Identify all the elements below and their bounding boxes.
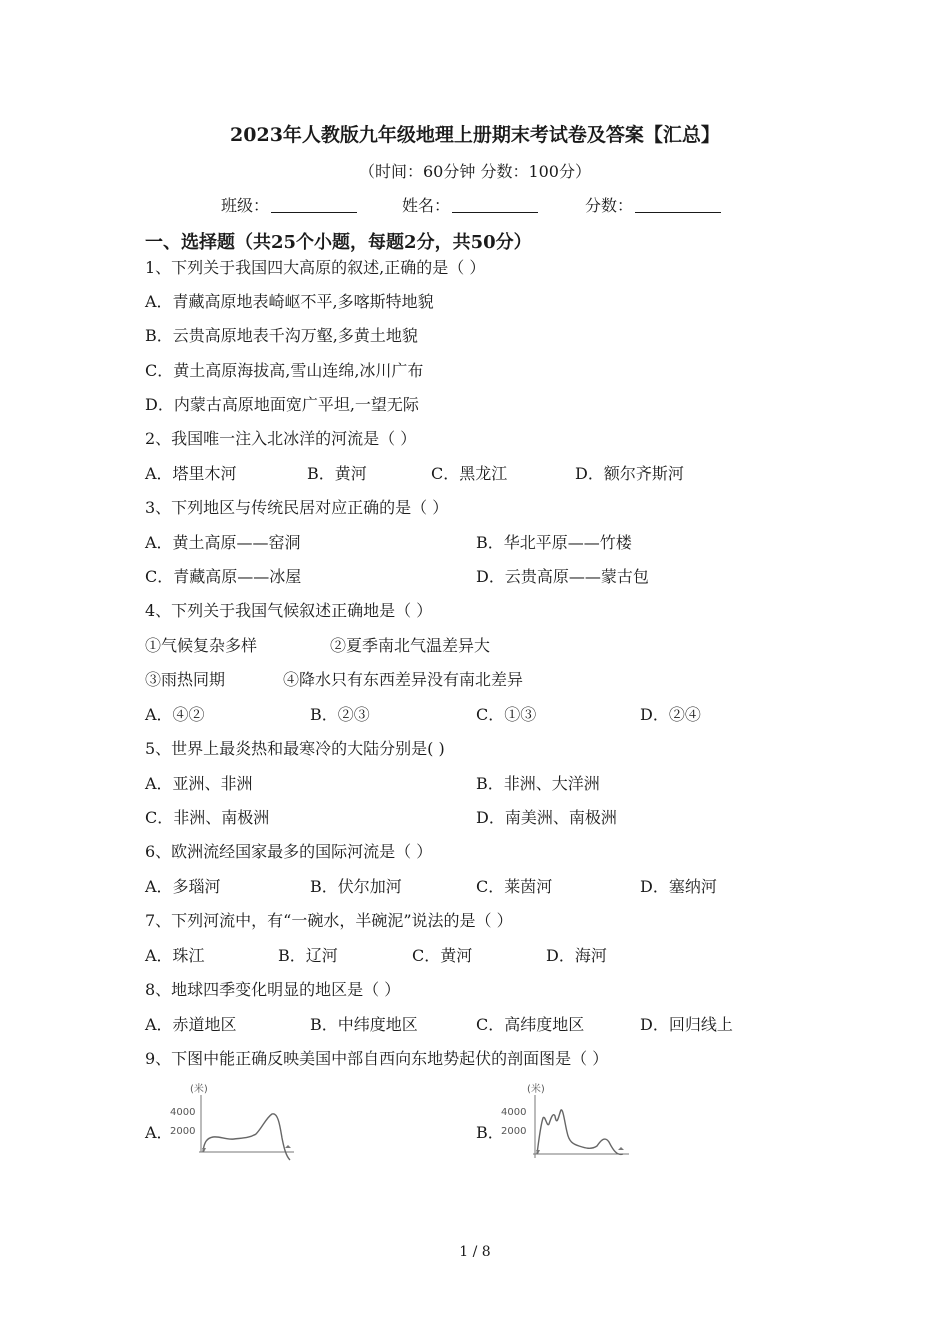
question-2-option-b[interactable]: B．黄河 — [307, 464, 367, 483]
question-5-option-a[interactable]: A．亚洲、非洲 — [145, 774, 253, 793]
question-3-option-a[interactable]: A．黄土高原——窑洞 — [145, 533, 301, 552]
chart-b-unit: (米) — [527, 1084, 545, 1095]
page-title: 2023年人教版九年级地理上册期末考试卷及答案【汇总】 — [230, 124, 720, 146]
question-8-option-b[interactable]: B．中纬度地区 — [310, 1015, 418, 1034]
question-5-stem: 5、世界上最炎热和最寒冷的大陆分别是( ) — [145, 739, 445, 758]
question-4-statement-1: ①气候复杂多样 — [145, 636, 258, 655]
question-7-stem: 7、下列河流中，有“一碗水，半碗泥”说法的是（ ） — [145, 911, 513, 930]
name-label: 姓名： — [402, 196, 451, 215]
question-4-option-c[interactable]: C．①③ — [476, 705, 537, 724]
question-2-stem: 2、我国唯一注入北冰洋的河流是（ ） — [145, 429, 417, 448]
chart-b-tick-2000: 2000 — [501, 1126, 527, 1137]
class-blank[interactable] — [271, 196, 357, 213]
question-3-option-c[interactable]: C．青藏高原——冰屋 — [145, 567, 302, 586]
section-heading: 一、选择题（共25个小题，每题2分，共50分） — [145, 232, 532, 253]
score-field — [585, 193, 721, 216]
question-5-option-b[interactable]: B．非洲、大洋洲 — [476, 774, 600, 793]
chart-a-tick-2000: 2000 — [170, 1126, 196, 1137]
question-1-option-c[interactable]: C．黄土高原海拔高,雪山连绵,冰川广布 — [145, 361, 424, 380]
question-3-option-b[interactable]: B．华北平原——竹楼 — [476, 533, 632, 552]
question-5-option-c[interactable]: C．非洲、南极洲 — [145, 808, 270, 827]
question-5-option-d[interactable]: D．南美洲、南极洲 — [476, 808, 617, 827]
question-6-option-d[interactable]: D．塞纳河 — [640, 877, 717, 896]
chart-a-end-marker — [285, 1145, 291, 1148]
class-field — [221, 193, 357, 216]
name-field — [402, 193, 538, 216]
question-2-option-c[interactable]: C．黑龙江 — [431, 464, 508, 483]
profile-chart-b — [499, 1078, 634, 1166]
score-label: 分数： — [585, 196, 634, 215]
question-7-option-a[interactable]: A．珠江 — [145, 946, 205, 965]
question-1-stem: 1、下列关于我国四大高原的叙述,正确的是（ ） — [145, 258, 486, 277]
chart-b-terrain-line — [537, 1110, 623, 1155]
question-6-stem: 6、欧洲流经国家最多的国际河流是（ ） — [145, 842, 433, 861]
question-1-option-d[interactable]: D．内蒙古高原地面宽广平坦,一望无际 — [145, 395, 419, 414]
question-1-option-a[interactable]: A．青藏高原地表崎岖不平,多喀斯特地貌 — [145, 292, 434, 311]
question-4-option-b[interactable]: B．②③ — [310, 705, 370, 724]
question-4-statement-2: ②夏季南北气温差异大 — [330, 636, 491, 655]
question-9-stem: 9、下图中能正确反映美国中部自西向东地势起伏的剖面图是（ ） — [145, 1049, 609, 1068]
question-8-option-a[interactable]: A．赤道地区 — [145, 1015, 237, 1034]
score-blank[interactable] — [635, 196, 721, 213]
question-3-stem: 3、下列地区与传统民居对应正确的是（ ） — [145, 498, 449, 517]
chart-a-terrain-line — [203, 1114, 290, 1160]
question-8-option-c[interactable]: C．高纬度地区 — [476, 1015, 585, 1034]
question-6-option-a[interactable]: A．多瑙河 — [145, 877, 221, 896]
question-3-option-d[interactable]: D．云贵高原——蒙古包 — [476, 567, 649, 586]
name-blank[interactable] — [452, 196, 538, 213]
class-label: 班级： — [221, 196, 270, 215]
question-7-option-b[interactable]: B．辽河 — [278, 946, 338, 965]
question-7-option-d[interactable]: D．海河 — [546, 946, 607, 965]
question-9-option-a[interactable]: A． — [145, 1123, 173, 1142]
question-4-option-d[interactable]: D．②④ — [640, 705, 701, 724]
chart-a-tick-4000: 4000 — [170, 1107, 196, 1118]
question-4-stem: 4、下列关于我国气候叙述正确地是（ ） — [145, 601, 433, 620]
exam-time-score: （时间：60分钟 分数：100分） — [359, 162, 591, 181]
chart-a-unit: (米) — [190, 1084, 208, 1095]
chart-b-tick-4000: 4000 — [501, 1107, 527, 1118]
question-8-stem: 8、地球四季变化明显的地区是（ ） — [145, 980, 401, 999]
question-1-option-b[interactable]: B．云贵高原地表千沟万壑,多黄土地貌 — [145, 326, 418, 345]
question-4-statement-4: ④降水只有东西差异没有南北差异 — [283, 670, 524, 689]
question-6-option-b[interactable]: B．伏尔加河 — [310, 877, 402, 896]
profile-chart-a — [168, 1078, 298, 1166]
question-4-statement-3: ③雨热同期 — [145, 670, 226, 689]
question-8-option-d[interactable]: D．回归线上 — [640, 1015, 733, 1034]
question-7-option-c[interactable]: C．黄河 — [412, 946, 473, 965]
question-4-option-a[interactable]: A．④② — [145, 705, 205, 724]
question-2-option-a[interactable]: A．塔里木河 — [145, 464, 237, 483]
chart-b-end-marker — [618, 1147, 624, 1150]
question-9-option-b[interactable]: B． — [476, 1123, 504, 1142]
question-6-option-c[interactable]: C．莱茵河 — [476, 877, 553, 896]
page-number: 1 / 8 — [459, 1244, 491, 1260]
question-2-option-d[interactable]: D．额尔齐斯河 — [575, 464, 684, 483]
